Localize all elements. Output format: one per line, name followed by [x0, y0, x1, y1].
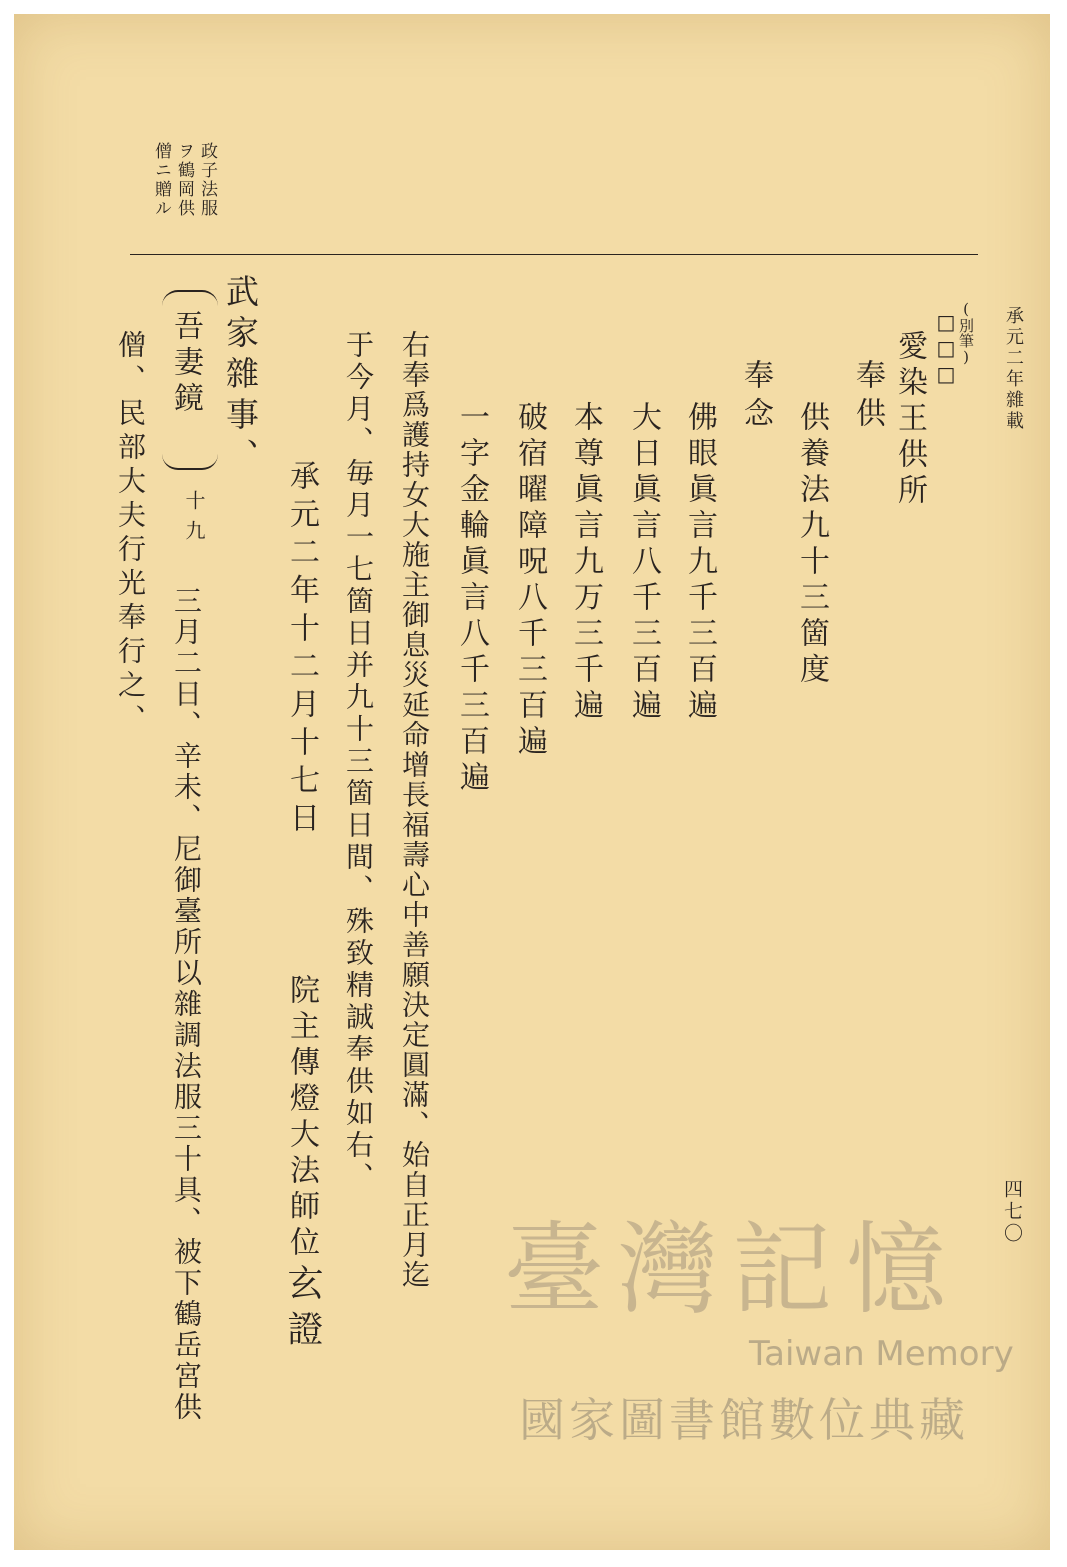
- page-number: 四七〇: [1001, 1179, 1023, 1245]
- margin-note-line: ヲ鶴岡供: [174, 142, 194, 218]
- document-page: [14, 14, 1050, 1550]
- source-bracket: [162, 290, 218, 470]
- header-divider: [130, 254, 978, 255]
- recite-item: 一字金輪眞言八千三百遍: [454, 401, 489, 797]
- recite-item: 佛眼眞言九千三百遍: [682, 401, 717, 725]
- watermark-chinese: 國家圖書館數位典藏: [519, 1393, 969, 1447]
- offer-item: 供養法九十三箇度: [794, 401, 829, 689]
- watermark-english: Taiwan Memory: [749, 1334, 1014, 1374]
- watermark-logo: 臺灣記憶: [504, 1211, 960, 1328]
- recite-item: 大日眞言八千三百遍: [626, 401, 661, 725]
- signature-line: 院主傳燈大法師位: [284, 974, 319, 1262]
- recite-item: 本尊眞言九万三千遍: [568, 401, 603, 725]
- addressee-line: 愛染王供所: [892, 330, 927, 510]
- margin-note-line: 僧ニ贈ル: [151, 142, 171, 218]
- placeholder-boxes: □□□: [934, 310, 958, 388]
- section-title: 武家雜事、: [221, 274, 260, 479]
- signer-name: 玄證: [282, 1264, 323, 1356]
- date-line: 承元二年十二月十七日: [284, 460, 319, 840]
- source-title: 吾妻鏡: [168, 310, 203, 418]
- heading-recite: 奉念: [738, 359, 773, 435]
- recite-item: 破宿曜障呪八千三百遍: [512, 401, 547, 761]
- heading-offer: 奉供: [850, 359, 885, 435]
- source-note: (別筆): [957, 300, 975, 366]
- entry-line: 僧、民部大夫行光奉行之、: [114, 330, 147, 738]
- entry-line: 三月二日、辛未、尼御臺所以雜調法服三十具、被下鶴岳宮供: [170, 586, 203, 1423]
- entry-day: 十九: [182, 490, 206, 550]
- body-line: 于今月、毎月一七箇日并九十三箇日間、殊致精誠奉供如右、: [342, 330, 375, 1194]
- body-line: 右奉爲護持女大施主御息災延命增長福壽心中善願決定圓滿、始自正月迄: [398, 330, 431, 1290]
- running-title: 承元二年雜載: [1003, 306, 1024, 432]
- margin-note-line: 政子法服: [197, 142, 217, 218]
